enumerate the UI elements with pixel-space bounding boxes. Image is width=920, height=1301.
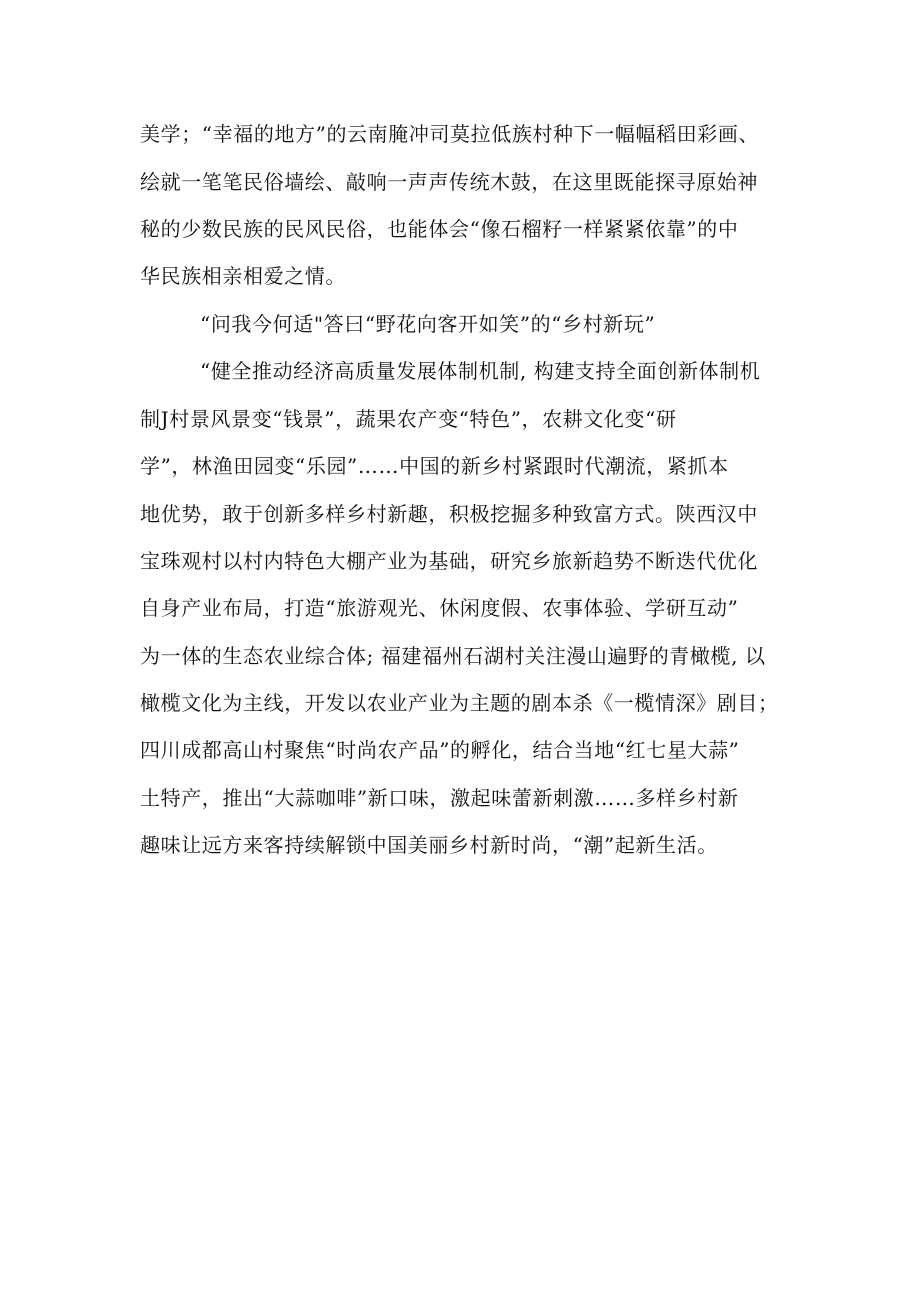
paragraph-line: 宝珠观村以村内特色大棚产业为基础，研究乡旅新趋势不断迭代优化 [140,549,758,573]
paragraph-line: 地优势，敢于创新多样乡村新趣，积极挖掘多种致富方式。陕西汉中 [140,502,758,526]
paragraph-line: 学”，林渔田园变“乐园”……中国的新乡村紧跟时代潮流，紧抓本 [140,454,729,478]
paragraph-line: 趣味让远方来客持续解锁中国美丽乡村新时尚，“潮”起新生活。 [140,833,718,857]
paragraph-line: 自身产业布局，打造“旅游观光、休闲度假、农事体验、学研互动” [140,596,739,620]
paragraph-line: “健全推动经济高质量发展体制机制, 构建支持全面创新体制机 [200,359,761,383]
paragraph-line: 制J村景风景变“钱景”，蔬果农产变“特色”，农耕文化变“研 [140,407,677,431]
section-heading: “问我今何适"答曰“野花向客开如笑”的“乡村新玩” [200,312,656,336]
paragraph-line: 秘的少数民族的民风民俗，也能体会“像石榴籽一样紧紧依靠”的中 [140,217,739,241]
paragraph-line: 土特产，推出“大蒜咖啡”新口味，激起味蕾新刺激……多样乡村新 [140,786,739,810]
paragraph-line: 美学；“幸福的地方”的云南腌冲司莫拉低族村种下一幅幅稻田彩画、 [140,122,760,146]
paragraph-line: 四川成都高山村聚焦“时尚农产品”的孵化，结合当地“红七星大蒜” [140,738,740,762]
paragraph-line: 绘就一笔笔民俗墙绘、敲响一声声传统木鼓，在这里既能探寻原始神 [140,170,758,194]
paragraph-line: 华民族相亲相爱之情。 [140,264,346,288]
paragraph-line: 橄榄文化为主线，开发以农业产业为主题的剧本杀《一榄情深》剧目； [140,691,779,715]
paragraph-line: 为一体的生态农业综合体; 福建福州石湖村关注漫山遍野的青橄榄, 以 [140,644,766,668]
